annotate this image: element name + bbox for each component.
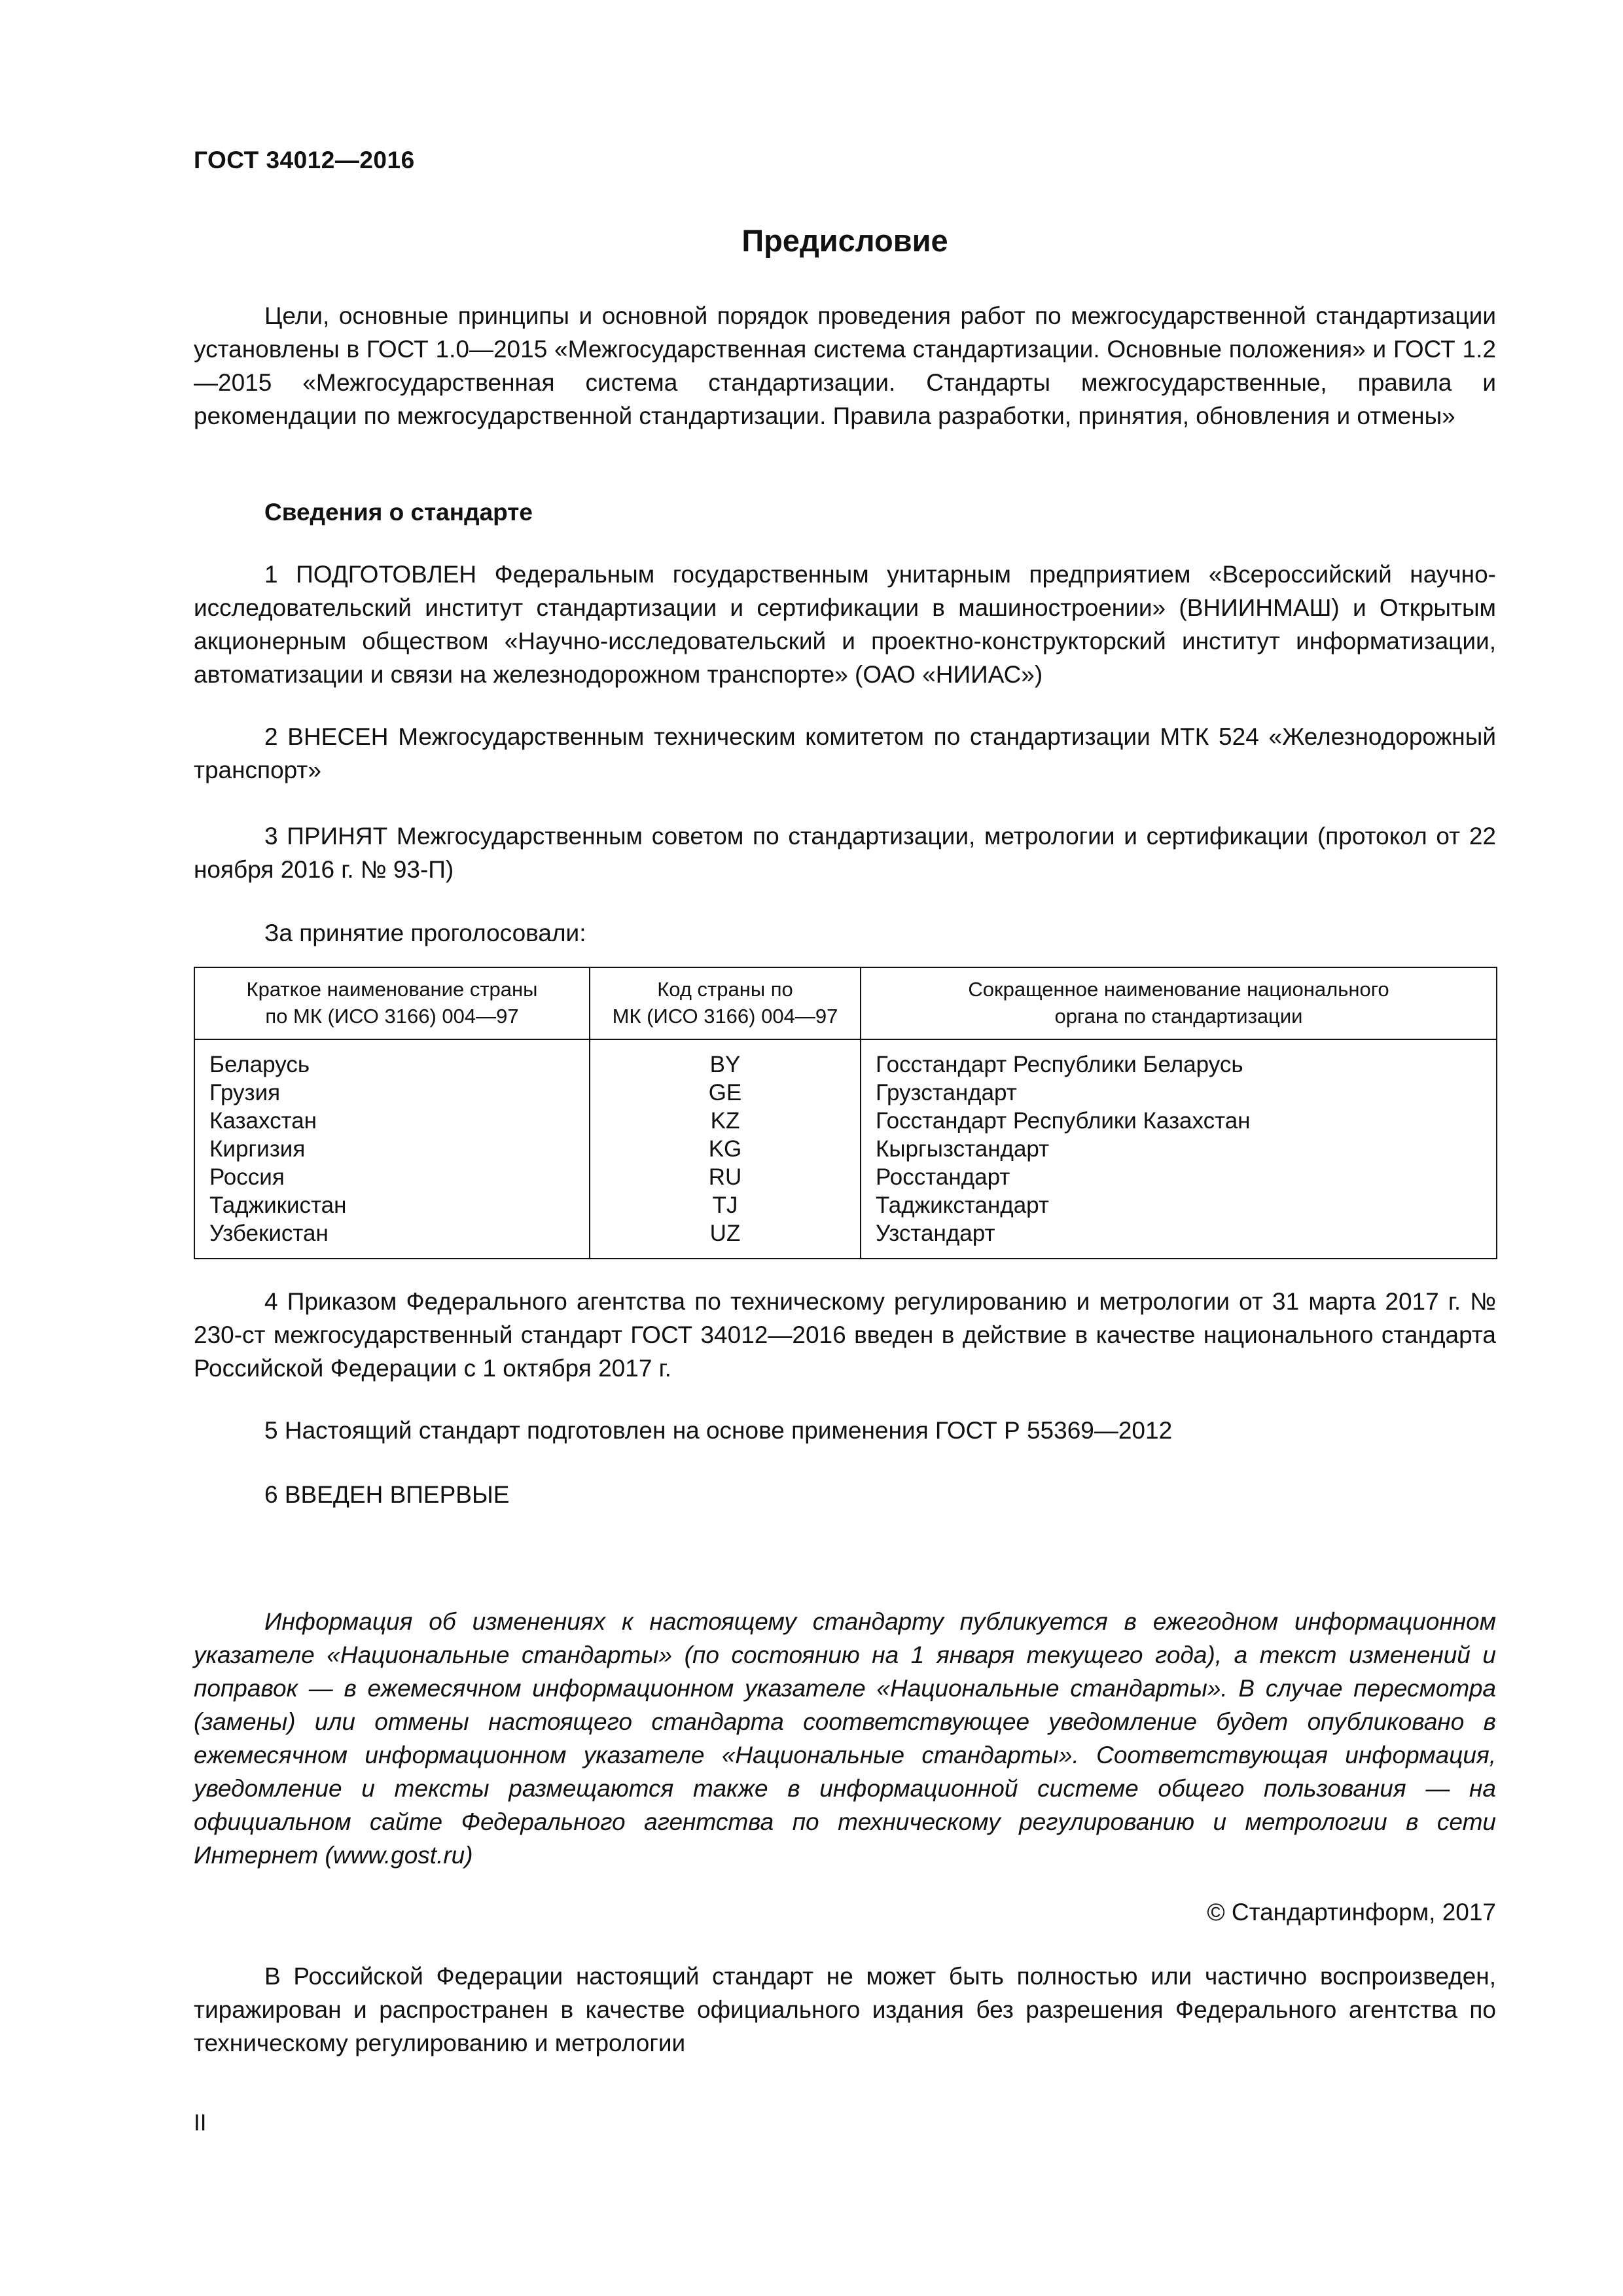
votes-table [194,967,1497,1259]
code-cell: KZ [590,1107,861,1135]
organ-cell: Грузстандарт [861,1079,1497,1107]
page-title: Предисловие [741,223,948,258]
organ-cell: Кыргызстандарт [861,1135,1497,1163]
header-national-organ-line2: органа по стандартизации [1054,1005,1303,1028]
item-3-paragraph: 3 ПРИНЯТ Межгосударственным советом по стандартизации, метрологии и сертификации (протокол от 22 ноября 2016 г. № 93-П) [194,823,1496,883]
item-6-paragraph: 6 ВВЕДЕН ВПЕРВЫЕ [264,1481,510,1508]
header-country-code-line1: Код страны по [657,978,793,1001]
item-1-paragraph: 1 ПОДГОТОВЛЕН Федеральным государственным унитарным предприятием «Всероссийский научно-исследовательский институт стандартизации и сертификации в машиностроении» (ВНИИНМАШ) и Открытым акционерным обществом «Научно-исследовательский и проектно-конструкторский институт информатизации, автоматизации и связи на железнодорожном транспорте» (ОАО «НИИАС») [194,561,1496,688]
table-row [194,1039,1497,1079]
item-4-paragraph: 4 Приказом Федерального агентства по техническому регулированию и метрологии от 31 марта 2017 г. № 230-ст межгосударственный стандарт ГОСТ 34012—2016 введен в действие в качестве национального стандарта Российской Федерации с 1 октября 2017 г. [194,1288,1496,1382]
organ-cell: Таджикстандарт [861,1191,1497,1219]
table-row [194,1079,1497,1107]
code-cell: GE [590,1079,861,1107]
item-2-paragraph: 2 ВНЕСЕН Межгосударственным техническим комитетом по стандартизации МТК 524 «Железнодорожный транспорт» [194,723,1496,783]
page-number: II [194,2110,207,2136]
table-row [194,1107,1497,1135]
votes-intro: За принятие проголосовали: [264,920,586,946]
organ-cell: Госстандарт Республики Казахстан [861,1107,1497,1135]
table-header-row [194,967,1497,1039]
header-country-name [194,967,590,1039]
standard-code-header: ГОСТ 34012—2016 [194,147,415,173]
code-cell: BY [590,1039,861,1079]
header-country-name-line2: по МК (ИСО 3166) 004—97 [265,1005,519,1028]
country-cell: Грузия [194,1079,590,1107]
intro-paragraph: Цели, основные принципы и основной порядок проведения работ по межгосударственной стандартизации установлены в ГОСТ 1.0—2015 «Межгосударственная система стандартизации. Основные положения» и ГОСТ 1.2—2015 «Межгосударственная система стандартизации. Стандарты межгосударственные, правила и рекомендации по межгосударственной стандартизации. Правила разработки, принятия, обновления и отмены» [194,302,1496,429]
organ-cell: Узстандарт [861,1219,1497,1259]
country-cell: Таджикистан [194,1191,590,1219]
header-country-code [590,967,861,1039]
header-national-organ-line1: Сокращенное наименование национального [968,978,1389,1001]
organ-cell: Госстандарт Республики Беларусь [861,1039,1497,1079]
country-cell: Узбекистан [194,1219,590,1259]
organ-cell: Росстандарт [861,1163,1497,1191]
table-row [194,1163,1497,1191]
code-cell: TJ [590,1191,861,1219]
code-cell: UZ [590,1219,861,1259]
country-cell: Казахстан [194,1107,590,1135]
header-national-organ [861,967,1497,1039]
table-row [194,1191,1497,1219]
country-cell: Киргизия [194,1135,590,1163]
code-cell: KG [590,1135,861,1163]
country-cell: Беларусь [194,1039,590,1079]
reproduction-notice: В Российской Федерации настоящий стандарт не может быть полностью или частично воспроизведен, тиражирован и распространен в качестве официального издания без разрешения Федерального агентства по техническому регулированию и метрологии [194,1963,1496,2056]
info-notice: Информация об изменениях к настоящему стандарту публикуется в ежегодном информационном указателе «Национальные стандарты» (по состоянию на 1 января текущего года), а текст изменений и поправок — в ежемесячном информационном указателе «Национальные стандарты». В случае пересмотра (замены) или отмены настоящего стандарта соответствующее уведомление будет опубликовано в ежемесячном информационном указателе «Национальные стандарты». Соответствующая информация, уведомление и тексты размещаются также в информационной системе общего пользования — на официальном сайте Федерального агентства по техническому регулированию и метрологии в сети Интернет (www.gost.ru) [194,1608,1496,1869]
copyright: © Стандартинформ, 2017 [1207,1899,1496,1926]
country-cell: Россия [194,1163,590,1191]
item-5-paragraph: 5 Настоящий стандарт подготовлен на основе применения ГОСТ Р 55369—2012 [264,1417,1173,1444]
header-country-name-line1: Краткое наименование страны [246,978,538,1001]
code-cell: RU [590,1163,861,1191]
header-country-code-line2: МК (ИСО 3166) 004—97 [612,1005,838,1028]
table-row [194,1219,1497,1259]
section-heading: Сведения о стандарте [264,499,533,526]
table-row [194,1135,1497,1163]
